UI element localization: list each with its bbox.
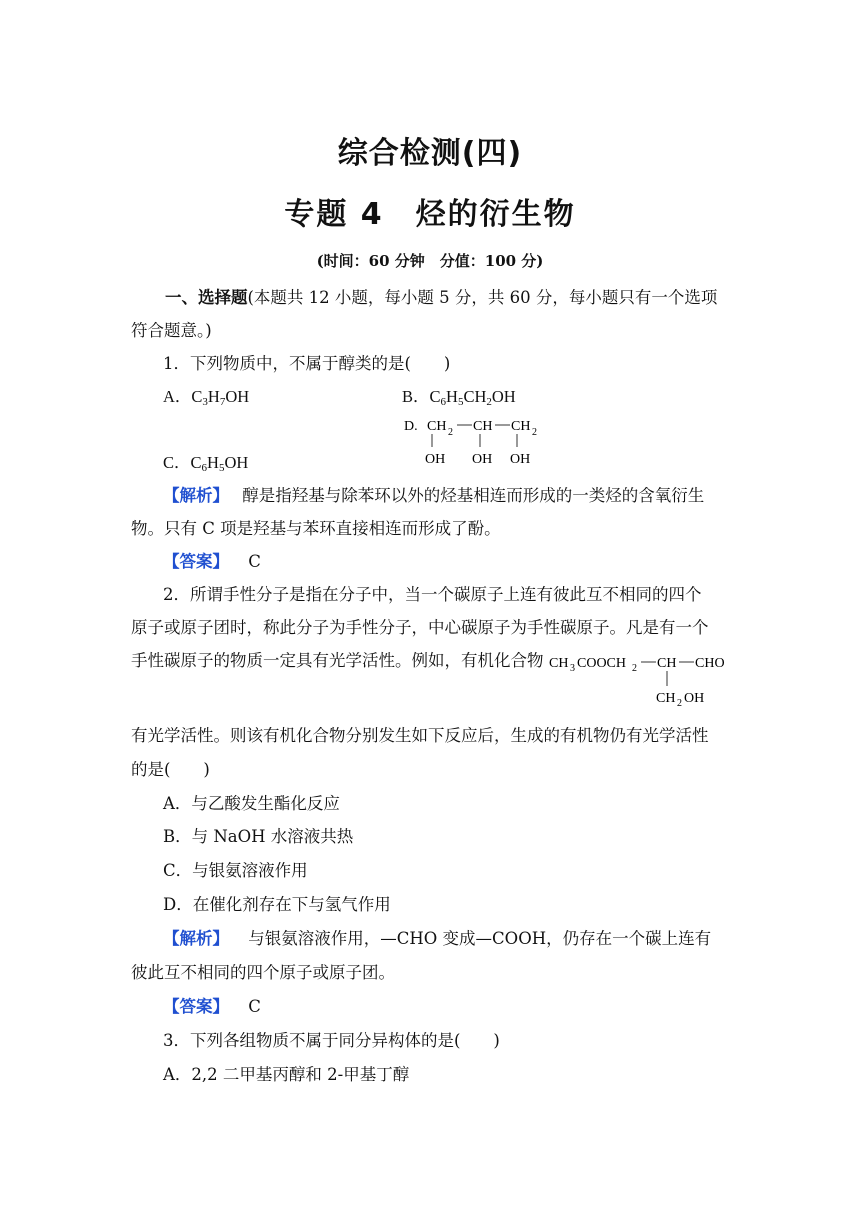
q3-option-a: A．2,2 二甲基丙醇和 2-甲基丁醇 xyxy=(163,1065,410,1084)
answer-tag: 【答案】 xyxy=(163,997,229,1016)
q1-answer: 【答案】 C xyxy=(163,552,261,571)
q1-option-c: C．$C_6H_5OH$ xyxy=(163,453,249,474)
q2-option-b: B．与 NaOH 水溶液共热 xyxy=(163,827,354,846)
q1-analysis-cont: 物。只有 C 项是羟基与苯环直接相连而形成了酚。 xyxy=(131,519,501,538)
q1-option-a: A．$C_3H_7OH$ xyxy=(163,387,250,408)
svg-text:CH: CH xyxy=(656,691,676,706)
analysis-tag: 【解析】 xyxy=(163,486,229,505)
svg-text:OH: OH xyxy=(684,691,705,706)
svg-text:OH: OH xyxy=(472,452,493,467)
q2-formula xyxy=(545,650,735,712)
q2-stem-line4: 有光学活性。则该有机化合物分别发生如下反应后，生成的有机物仍有光学活性 xyxy=(131,726,709,745)
answer-tag: 【答案】 xyxy=(163,552,229,571)
q2-analysis-cont: 彼此互不相同的四个原子或原子团。 xyxy=(131,963,395,982)
page-subtitle: 专题 4 烃的衍生物 xyxy=(284,197,576,232)
section-heading: 一、选择题(本题共 12 小题，每小题 5 分，共 60 分，每小题只有一个选项 xyxy=(165,288,718,307)
svg-text:3: 3 xyxy=(570,663,575,674)
svg-text:CHO: CHO xyxy=(695,656,725,671)
q2-stem-line3: 手性碳原子的物质一定具有光学活性。例如，有机化合物 xyxy=(131,651,544,670)
q2-option-a: A．与乙酸发生酯化反应 xyxy=(163,794,340,813)
analysis-tag: 【解析】 xyxy=(163,929,229,948)
svg-text:OH: OH xyxy=(510,452,531,467)
svg-text:CH: CH xyxy=(427,419,447,434)
q1-option-b: B．$C_6H_5CH_2OH$ xyxy=(402,387,516,408)
svg-text:CH: CH xyxy=(657,656,677,671)
svg-text:D.: D. xyxy=(404,419,418,434)
svg-text:2: 2 xyxy=(532,427,537,438)
q1-analysis: 【解析】 醇是指羟基与除苯环以外的烃基相连而形成的一类烃的含氧衍生 xyxy=(163,486,705,505)
page-title: 综合检测(四) xyxy=(337,136,523,171)
svg-text:COOCH: COOCH xyxy=(577,656,627,671)
svg-text:2: 2 xyxy=(677,698,682,709)
svg-text:2: 2 xyxy=(448,427,453,438)
q2-stem-line2: 原子或原子团时，称此分子为手性分子，中心碳原子为手性碳原子。凡是有一个 xyxy=(131,618,709,637)
q2-option-c: C．与银氨溶液作用 xyxy=(163,861,308,880)
exam-meta: (时间：60 分钟 分值：100 分) xyxy=(316,252,544,270)
section-heading-cont: 符合题意。) xyxy=(131,321,212,340)
svg-text:OH: OH xyxy=(425,452,446,467)
svg-text:2: 2 xyxy=(632,663,637,674)
q1-stem: 1．下列物质中，不属于醇类的是( ) xyxy=(163,354,451,373)
q2-option-d: D．在催化剂存在下与氢气作用 xyxy=(163,895,391,914)
svg-text:CH: CH xyxy=(549,656,569,671)
svg-text:CH: CH xyxy=(473,419,493,434)
q2-answer: 【答案】 C xyxy=(163,997,261,1016)
q2-analysis: 【解析】 与银氨溶液作用，—CHO 变成—COOH，仍存在一个碳上连有 xyxy=(163,929,712,948)
q2-stem-line5: 的是( ) xyxy=(131,760,210,779)
q2-stem-line1: 2．所谓手性分子是指在分子中，当一个碳原子上连有彼此互不相同的四个 xyxy=(163,585,702,604)
q1-option-d-structure xyxy=(400,413,550,469)
q3-stem: 3．下列各组物质不属于同分异构体的是( ) xyxy=(163,1031,500,1050)
svg-text:CH: CH xyxy=(511,419,531,434)
